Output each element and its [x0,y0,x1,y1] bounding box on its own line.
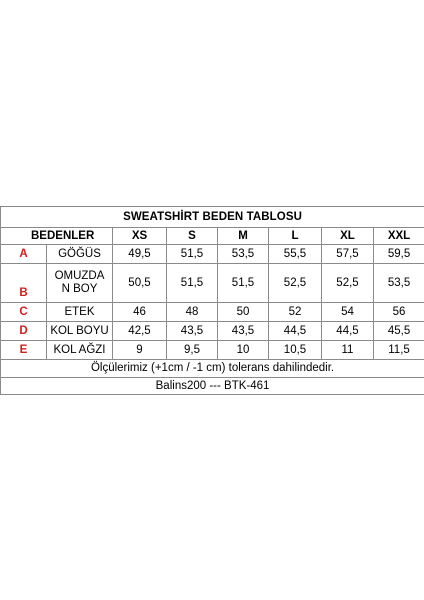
cell-value: 46 [113,303,167,322]
cell-value: 50,5 [113,264,167,303]
cell-value: 44,5 [322,322,374,341]
table-title: SWEATSHİRT BEDEN TABLOSU [1,207,424,228]
cell-value: 10,5 [269,341,322,360]
row-label: KOL AĞZI [47,341,113,360]
table-row [1,322,424,341]
row-label [47,264,113,303]
cell-value: 55,5 [269,245,322,264]
cell-value: 9 [113,341,167,360]
cell-value: 10 [218,341,269,360]
row-label: ETEK [47,303,113,322]
header-size-s: S [167,228,218,245]
table-row [1,245,424,264]
cell-value: 49,5 [113,245,167,264]
title-row [1,207,424,228]
cell-value: 56 [374,303,424,322]
cell-value: 51,5 [167,264,218,303]
size-chart [0,206,424,395]
cell-value: 11,5 [374,341,424,360]
cell-value: 52,5 [322,264,374,303]
header-row [1,228,424,245]
header-size-l: L [269,228,322,245]
product-code-row [1,378,424,395]
cell-value: 44,5 [269,322,322,341]
row-letter: E [1,341,47,360]
cell-value: 9,5 [167,341,218,360]
cell-value: 53,5 [374,264,424,303]
row-letter: A [1,245,47,264]
table-row [1,341,424,360]
row-label-line1: OMUZDA [54,270,105,282]
header-size-xs: XS [113,228,167,245]
cell-value: 43,5 [218,322,269,341]
cell-value: 50 [218,303,269,322]
product-code: Balins200 --- BTK-461 [1,378,424,395]
cell-value: 51,5 [167,245,218,264]
cell-value: 52,5 [269,264,322,303]
row-letter: C [1,303,47,322]
tolerance-note-row [1,360,424,378]
cell-value: 11 [322,341,374,360]
header-label: BEDENLER [1,228,113,245]
cell-value: 45,5 [374,322,424,341]
header-size-xxl: XXL [374,228,424,245]
table-row [1,264,424,303]
row-letter: D [1,322,47,341]
cell-value: 43,5 [167,322,218,341]
cell-value: 48 [167,303,218,322]
cell-value: 54 [322,303,374,322]
cell-value: 59,5 [374,245,424,264]
tolerance-note: Ölçülerimiz (+1cm / -1 cm) tolerans dahilindedir. [1,360,424,378]
cell-value: 51,5 [218,264,269,303]
row-label-line2: N BOY [61,283,98,295]
cell-value: 42,5 [113,322,167,341]
cell-value: 52 [269,303,322,322]
cell-value: 57,5 [322,245,374,264]
row-label: GÖĞÜS [47,245,113,264]
header-size-m: M [218,228,269,245]
row-letter: B [1,264,47,303]
row-label: KOL BOYU [47,322,113,341]
table-row [1,303,424,322]
cell-value: 53,5 [218,245,269,264]
header-size-xl: XL [322,228,374,245]
size-table [0,206,424,395]
